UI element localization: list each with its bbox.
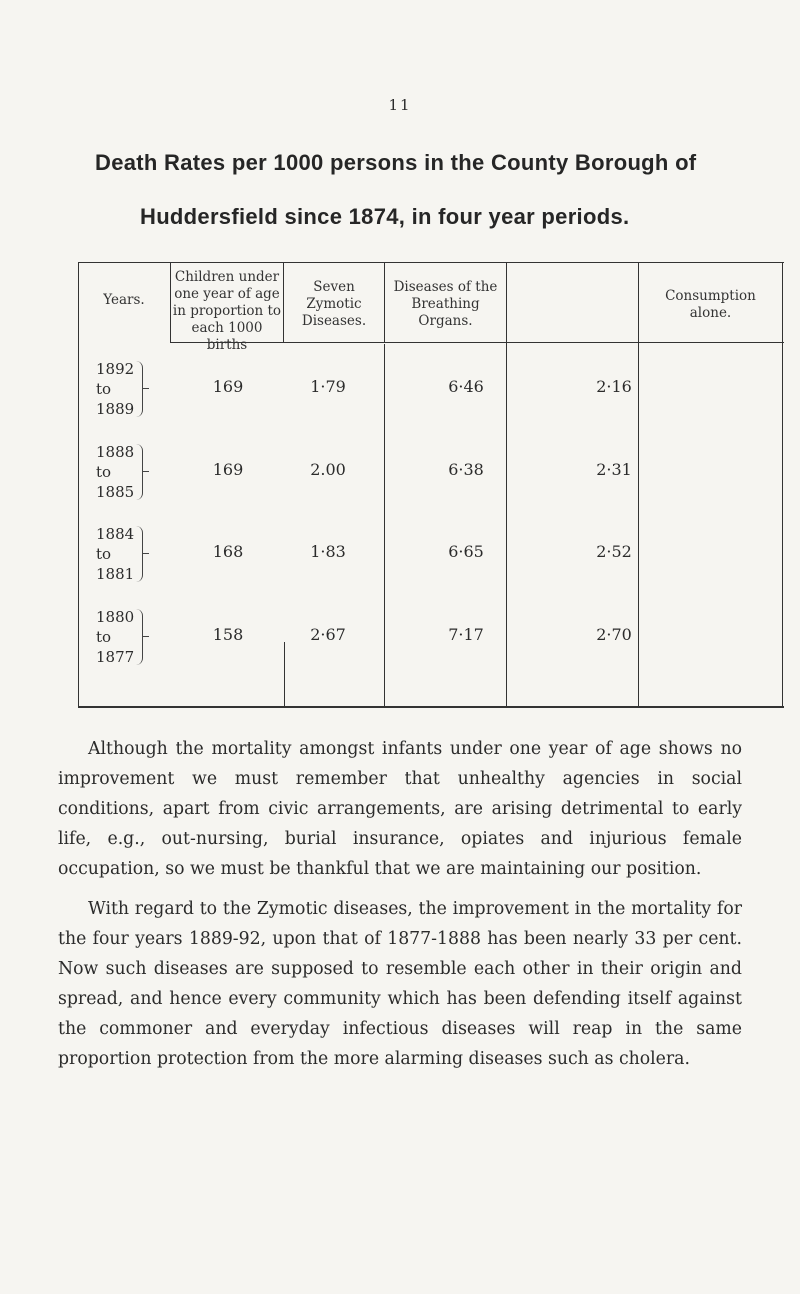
table-row-years: 1892 to 1889 <box>78 359 170 421</box>
cell-children: 169 <box>212 377 244 396</box>
table-row-years: 1888 to 1885 <box>78 442 170 504</box>
page-number: 11 <box>388 96 412 114</box>
cell-consumption: 2·16 <box>596 377 632 396</box>
page-title-line-1: Death Rates per 1000 persons in the County Borough of <box>95 150 697 175</box>
cell-zymotic: 1·79 <box>310 377 346 396</box>
cell-breathing: 6·38 <box>448 460 484 479</box>
cell-breathing: 7·17 <box>448 625 484 644</box>
cell-zymotic: 1·83 <box>310 542 346 561</box>
header-breathing: Diseases of the Breathing Organs. <box>393 279 498 329</box>
cell-children: 168 <box>212 542 244 561</box>
table-col-rule <box>384 344 385 706</box>
cell-consumption: 2·31 <box>596 460 632 479</box>
cell-zymotic: 2·67 <box>310 625 346 644</box>
table-top-rule <box>78 262 784 263</box>
cell-consumption: 2·70 <box>596 625 632 644</box>
header-consumption: Consumption alone. <box>665 288 756 321</box>
table-row-years: 1880 to 1877 <box>78 607 170 669</box>
cell-breathing: 6·65 <box>448 542 484 561</box>
cell-consumption: 2·52 <box>596 542 632 561</box>
table-row-years: 1884 to 1881 <box>78 524 170 586</box>
body-text <box>58 734 742 1074</box>
table-right-rule <box>782 262 783 707</box>
header-years: Years. <box>103 292 145 308</box>
paragraph-zymotic-diseases: With regard to the Zymotic diseases, the improvement in the mortality for the four years 1889-92, upon that of 1877-1888 has been nearly 33 per cent. Now such diseases are supposed to resemble each other in their origin and spread, and hence every community which has been defending itself against the commoner and everyday infectious diseases will reap in the same proportion protection from the more alarming diseases such as cholera. <box>58 899 742 1069</box>
header-children: Children under one year of age in proportion to each 1000 births <box>172 269 282 353</box>
cell-zymotic: 2.00 <box>310 460 346 479</box>
table-col-rule <box>284 642 285 706</box>
header-zymotic: Seven Zymotic Diseases. <box>301 279 367 329</box>
cell-children: 169 <box>212 460 244 479</box>
cell-breathing: 6·46 <box>448 377 484 396</box>
page-title-line-2: Huddersfield since 1874, in four year periods. <box>140 204 630 229</box>
death-rates-table <box>78 262 784 708</box>
table-bottom-rule <box>78 706 784 708</box>
paragraph-infant-mortality: Although the mortality amongst infants under one year of age shows no improvement we must remember that unhealthy agencies in social conditions, apart from civic arrangements, are arising detrimental to early life, e.g., out-nursing, burial insurance, opiates and injurious female occupation, so we must be thankful that we are maintaining our position. <box>58 739 742 879</box>
cell-children: 158 <box>212 625 244 644</box>
